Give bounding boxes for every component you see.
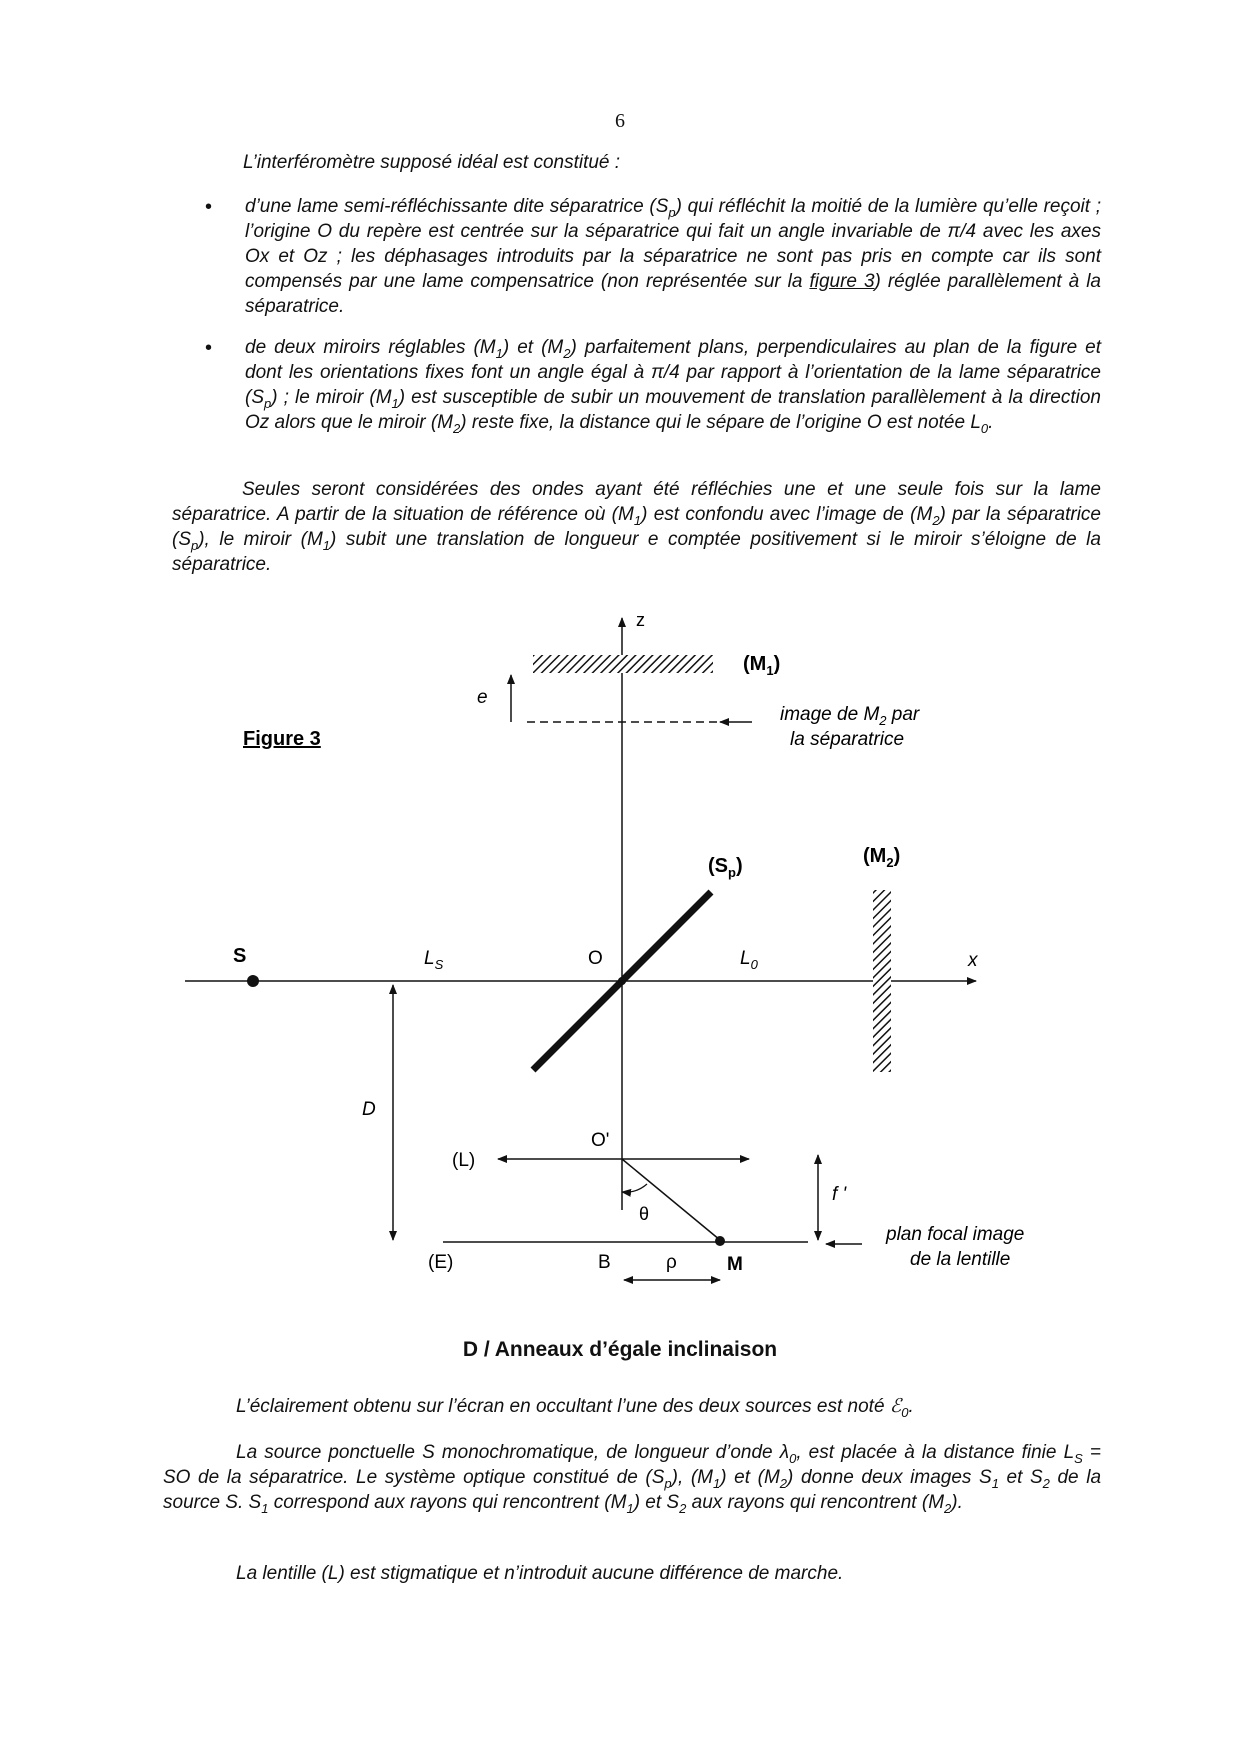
m-label: M [727,1254,743,1275]
source-label: S [233,945,247,967]
screen-label: (E) [428,1252,454,1273]
illumination-paragraph: L’éclairement obtenu sur l’écran en occultant l’une des deux sources est noté ℰ$_0$. [236,1396,914,1420]
figure-3-link[interactable]: figure 3 [809,271,875,292]
f-prime-label: f ' [832,1184,847,1205]
o-prime-label: O' [591,1130,610,1151]
mirror-m2-label: $(M_2)$ [863,845,901,870]
theta-arc [622,1184,647,1192]
lens-label: (L) [452,1150,476,1171]
x-axis-label: x [968,950,978,971]
d-label: D [362,1099,376,1120]
mirror-m1-label: $(M_1)$ [743,653,781,678]
bullet-2-text: de deux miroirs réglables $(M_1)$ et $(M_2)$ parfaitement plans, perpendiculaires au plan de la figure et dont les orientations fixes font un angle égal à π/4 par rapport à l’orientation de la lame séparatrice $(S_p)$ ; le miroir $(M_1)$ est susceptible de subir un mouvement de translation parallèlement à la direction Oz alors que le miroir $(M_2)$ reste fixe, la distance qui le sépare de l’origine O est notée $L_0$. [245,337,1101,436]
source-point [247,975,259,987]
figure-caption: Figure 3 [243,728,321,750]
origin-point [618,977,626,985]
theta-label: θ [639,1204,650,1224]
focal-plane-label-line2: de la lentille [910,1249,1011,1270]
focal-plane-label-line1: plan focal image [886,1224,1025,1245]
l0-label: $L_0$ [740,948,758,972]
ray-to-m [622,1159,720,1240]
intro-text: L’interféromètre supposé idéal est constitué : [243,152,621,173]
origin-label: O [588,948,603,969]
e-label: e [477,687,488,708]
rho-label: ρ [666,1252,677,1273]
bullet-1-text: d’une lame semi-réfléchissante dite séparatrice $(S_p)$ qui réfléchit la moitié de la lumière qu’elle reçoit ; l’origine O du repère est centrée sur la séparatrice qui fait un angle invariable de π/4 avec les axes Ox et Oz ; les déphasages introduits par la séparatrice ne sont pas pris en compte car ils sont compensés par une lame compensatrice (non représentée sur la figure 3) réglée parallèlement à la séparatrice. [245,196,1101,317]
separatrice-label: $(S_p)$ [708,855,743,880]
b-label: B [598,1252,611,1273]
page-number: 6 [615,110,625,132]
lens-paragraph: La lentille (L) est stigmatique et n’introduit aucune différence de marche. [236,1563,844,1584]
m2-image-label-line1: image de $M_2$ par [780,704,920,728]
section-title: D / Anneaux d’égale inclinaison [462,1338,778,1361]
z-axis-label: z [636,610,645,630]
reference-paragraph: Seules seront considérées des ondes ayant été réfléchies une et une seule fois sur la lame séparatrice. A partir de la situation de référence où $(M_1)$ est confondu avec l’image de $(M_2)$ par la séparatrice $(S_p)$, le miroir $(M_1)$ subit une translation de longueur e comptée positivement si le miroir s’éloigne de la séparatrice. [172,479,1101,575]
bullet-dot-2: • [205,337,213,359]
bullet-dot-1: • [205,196,213,218]
mirror-m2 [873,890,891,1072]
mirror-m1 [533,655,713,673]
source-paragraph: La source ponctuelle S monochromatique, de longueur d’onde $\lambda_0$, est placée à la distance finie $L_S$ = SO de la séparatrice. Le système optique constitué de $(S_p)$, $(M_1)$ et $(M_2)$ donne deux images $S_1$ et $S_2$ de la source S. $S_1$ correspond aux rayons qui rencontrent $(M_1)$ et $S_2$ aux rayons qui rencontrent $(M_2)$. [163,1442,1102,1516]
m-point [715,1236,725,1246]
ls-label: $L_S$ [424,948,444,972]
m2-image-label-line2: la séparatrice [790,729,905,750]
